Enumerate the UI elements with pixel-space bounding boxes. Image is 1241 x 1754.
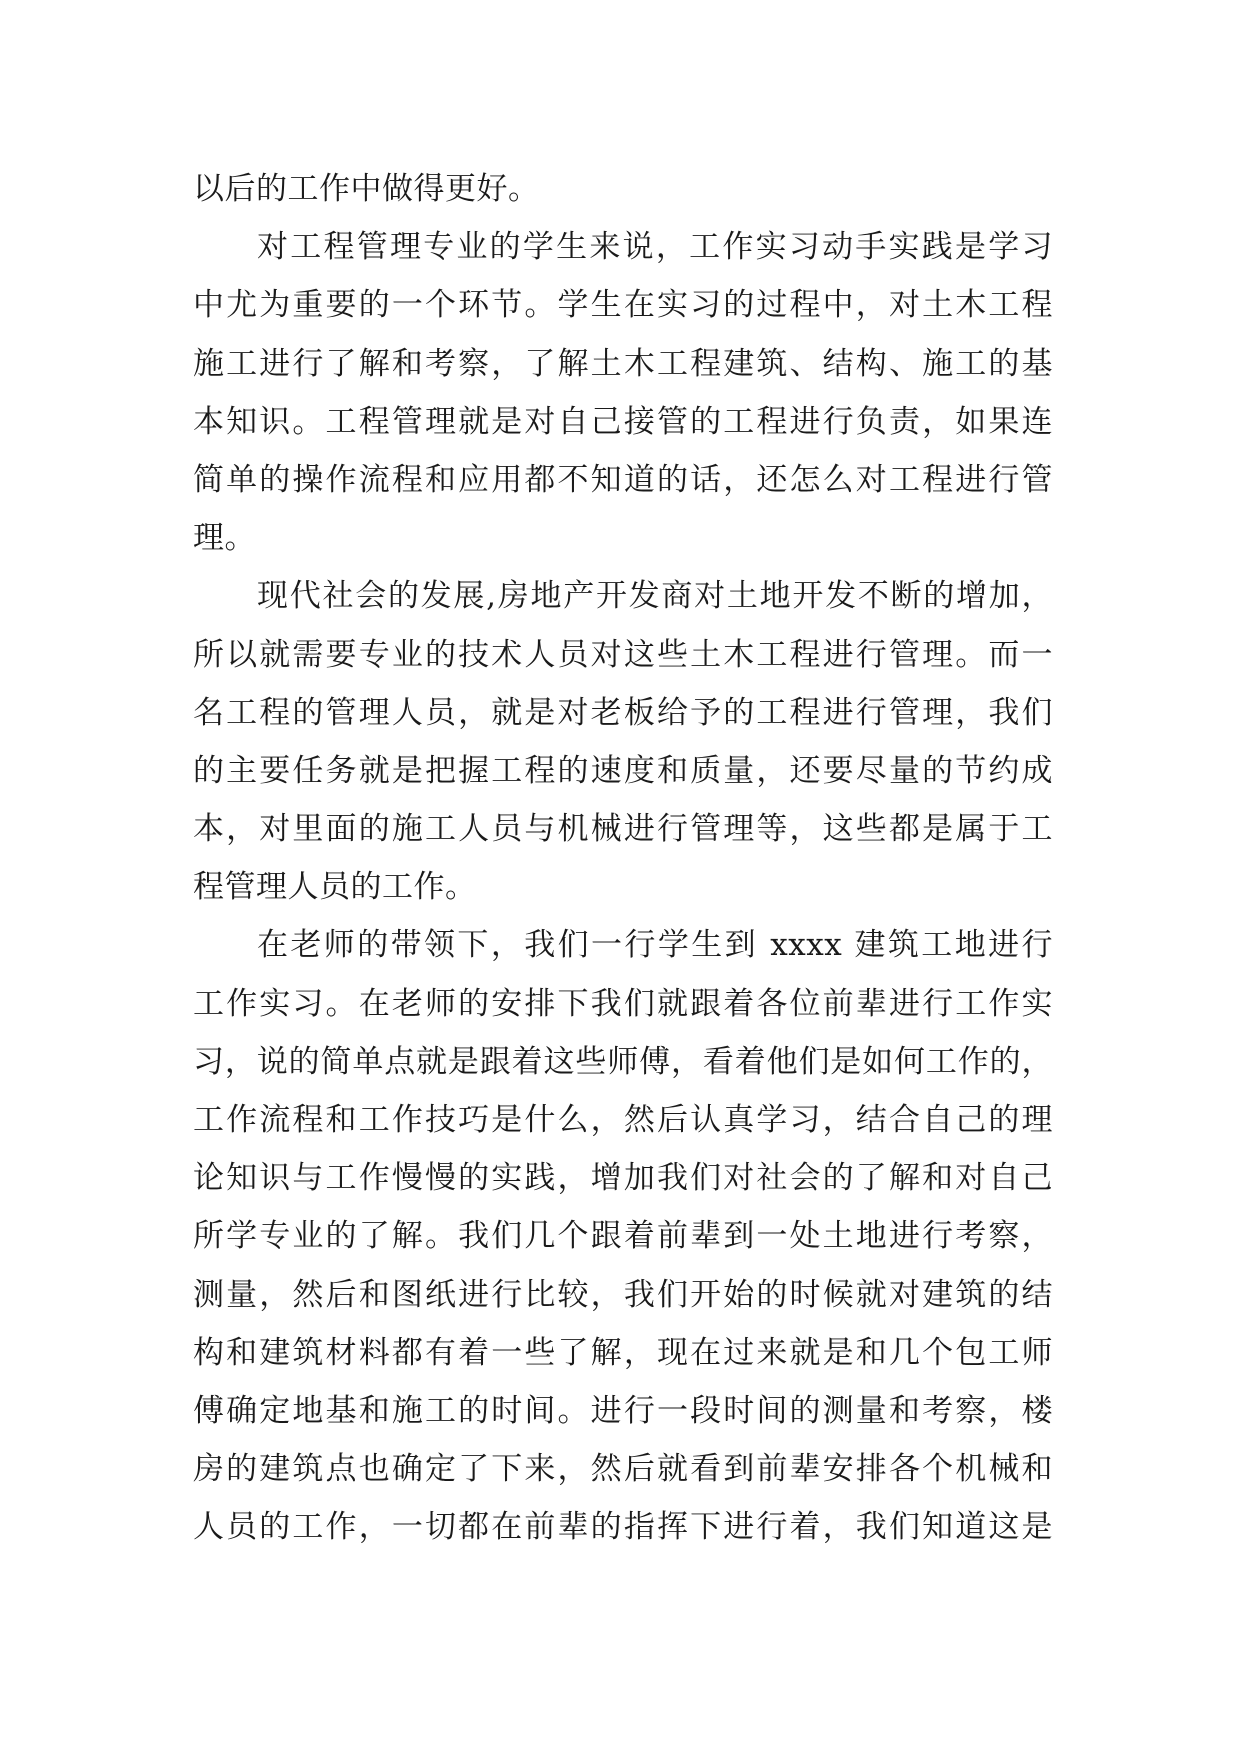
text-line: 理。 [193,520,256,557]
text-line: 论知识与工作慢慢的实践，增加我们对社会的了解和对自己 [193,1160,1053,1197]
text-line: 工作流程和工作技巧是什么，然后认真学习，结合自己的理 [193,1102,1053,1138]
text-line: 在老师的带领下，我们一行学生到 xxxx 建筑工地进行 [257,927,1053,964]
paragraph-2 [193,218,1053,567]
text-line: 所学专业的了解。我们几个跟着前辈到一处土地进行考察， [193,1218,1053,1255]
text-line: 习，说的简单点就是跟着这些师傅，看着他们是如何工作的， [193,1043,1053,1080]
text-line: 的主要任务就是把握工程的速度和质量，还要尽量的节约成 [193,752,1053,789]
text-line: 所以就需要专业的技术人员对这些土木工程进行管理。而一 [193,636,1053,673]
text-line: 简单的操作流程和应用都不知道的话，还怎么对工程进行管 [193,461,1053,498]
paragraph-1 [193,160,1053,218]
text-line: 程管理人员的工作。 [193,869,477,906]
paragraph-3 [193,567,1053,916]
text-line: 对工程管理专业的学生来说，工作实习动手实践是学习 [257,229,1053,266]
text-line: 房的建筑点也确定了下来，然后就看到前辈安排各个机械和 [193,1451,1053,1488]
text-line: 傅确定地基和施工的时间。进行一段时间的测量和考察，楼 [193,1392,1053,1429]
paragraph-4 [193,916,1053,1556]
text-line: 施工进行了解和考察，了解土木工程建筑、结构、施工的基 [193,345,1053,382]
text-line: 中尤为重要的一个环节。学生在实习的过程中，对土木工程 [193,287,1053,324]
document-body [193,160,1053,1557]
text-line: 人员的工作，一切都在前辈的指挥下进行着，我们知道这是 [193,1509,1053,1546]
text-line: 本，对里面的施工人员与机械进行管理等，这些都是属于工 [193,811,1053,848]
text-line: 测量，然后和图纸进行比较，我们开始的时候就对建筑的结 [193,1276,1053,1313]
text-line: 构和建筑材料都有着一些了解，现在过来就是和几个包工师 [193,1334,1053,1371]
text-line: 名工程的管理人员，就是对老板给予的工程进行管理，我们 [193,694,1053,731]
text-line: 工作实习。在老师的安排下我们就跟着各位前辈进行工作实 [193,985,1053,1022]
text-line: 现代社会的发展,房地产开发商对土地开发不断的增加， [257,578,1053,615]
text-line: 本知识。工程管理就是对自己接管的工程进行负责，如果连 [193,403,1053,440]
text-line: 以后的工作中做得更好。 [193,171,540,207]
